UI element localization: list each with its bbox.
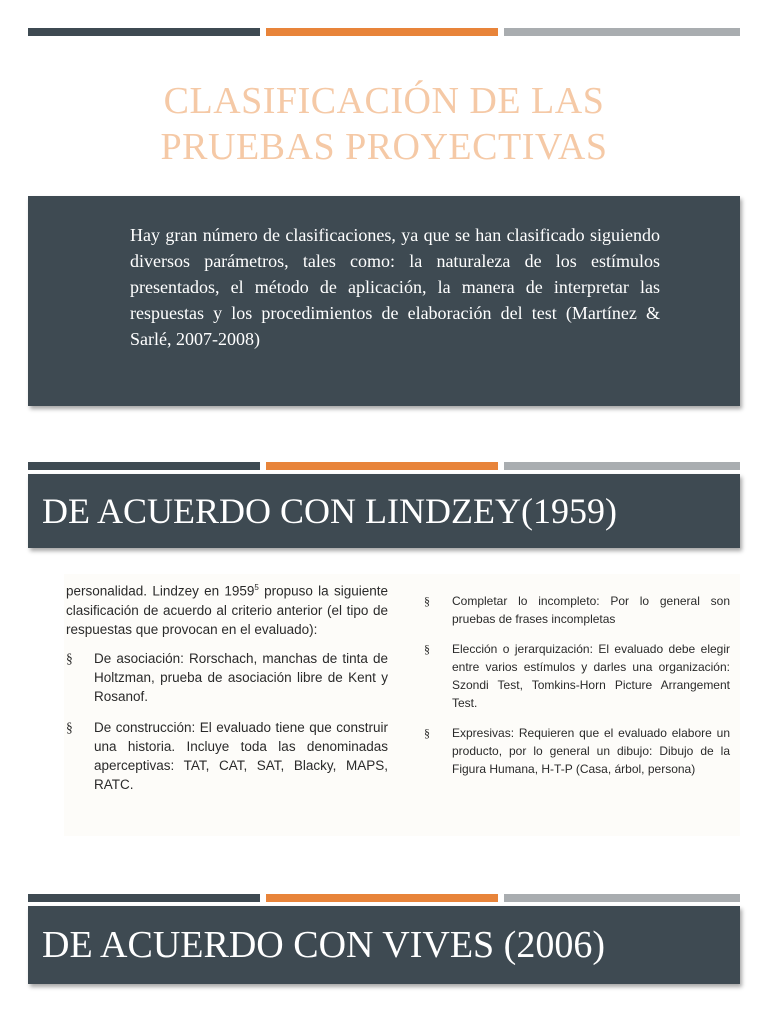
lindzey-intro-paragraph (66, 578, 388, 639)
scanned-text-excerpt (64, 574, 740, 836)
section-accent-bars (28, 462, 740, 470)
list-item-text: De asociación: Rorschach, manchas de tinta de Holtzman, prueba de asociación libre de Kent y Rosanof. (94, 650, 388, 704)
heading-vives (28, 906, 740, 984)
accent-bar-dark (28, 28, 260, 36)
list-item-text: Expresivas: Requieren que el evaluado elabore un producto, por lo general un dibujo: Dibujo de la Figura Humana, H-T-P (Casa, árbol, persona) (452, 726, 730, 776)
accent-bar-dark (28, 462, 260, 470)
accent-bar-orange (266, 462, 498, 470)
right-column (424, 592, 730, 790)
list-item-text: Elección o jerarquización: El evaluado debe elegir entre varios estímulos y darles una organización: Szondi Test, Tomkins-Horn Picture Arrangement Test. (452, 642, 730, 710)
top-accent-bars (28, 28, 740, 36)
section-sign-icon: § (66, 650, 73, 666)
list-item (424, 592, 730, 628)
slide-title (0, 78, 768, 170)
section-sign-icon: § (424, 642, 430, 656)
accent-bar-dark (28, 894, 260, 902)
heading-lindzey (28, 474, 740, 548)
list-item-text: De construcción: El evaluado tiene que construir una historia. Incluye toda las denominadas aperceptivas: TAT, CAT, SAT, Blacky, MAPS, RATC. (94, 719, 388, 792)
footnote-mark: 5 (254, 583, 259, 592)
left-column (66, 578, 388, 806)
accent-bar-gray (504, 28, 740, 36)
list-item (66, 649, 388, 706)
accent-bar-gray (504, 894, 740, 902)
section-sign-icon: § (424, 726, 430, 740)
section-sign-icon: § (424, 594, 430, 608)
accent-bar-orange (266, 28, 498, 36)
list-item (424, 640, 730, 712)
heading-lindzey-text: DE ACUERDO CON LINDZEY(1959) (42, 491, 617, 531)
heading-vives-text: DE ACUERDO CON VIVES (2006) (42, 924, 605, 966)
intro-part-a: personalidad. Lindzey en 1959 (66, 583, 255, 599)
list-item-text: Completar lo incompleto: Por lo general son pruebas de frases incompletas (452, 594, 730, 626)
section-accent-bars (28, 894, 740, 902)
title-line-2: PRUEBAS PROYECTIVAS (160, 126, 608, 168)
list-item (66, 718, 388, 794)
section-sign-icon: § (66, 719, 73, 735)
accent-bar-orange (266, 894, 498, 902)
list-item (424, 724, 730, 778)
intro-box (28, 196, 740, 406)
accent-bar-gray (504, 462, 740, 470)
title-line-1: CLASIFICACIÓN DE LAS (163, 80, 605, 122)
intro-part-b: propuso la siguiente clasificación de acuerdo al criterio anterior (el tipo de respuestas que provocan en el evaluado): (66, 583, 388, 637)
intro-text: Hay gran número de clasificaciones, ya que se han clasificado siguiendo diversos parámetros, tales como: la naturaleza de los estímulos presentados, el método de aplicación, la manera de interpretar las respuestas y los procedimientos de elaboración del test (Martínez & Sarlé, 2007-2008) (130, 225, 660, 349)
